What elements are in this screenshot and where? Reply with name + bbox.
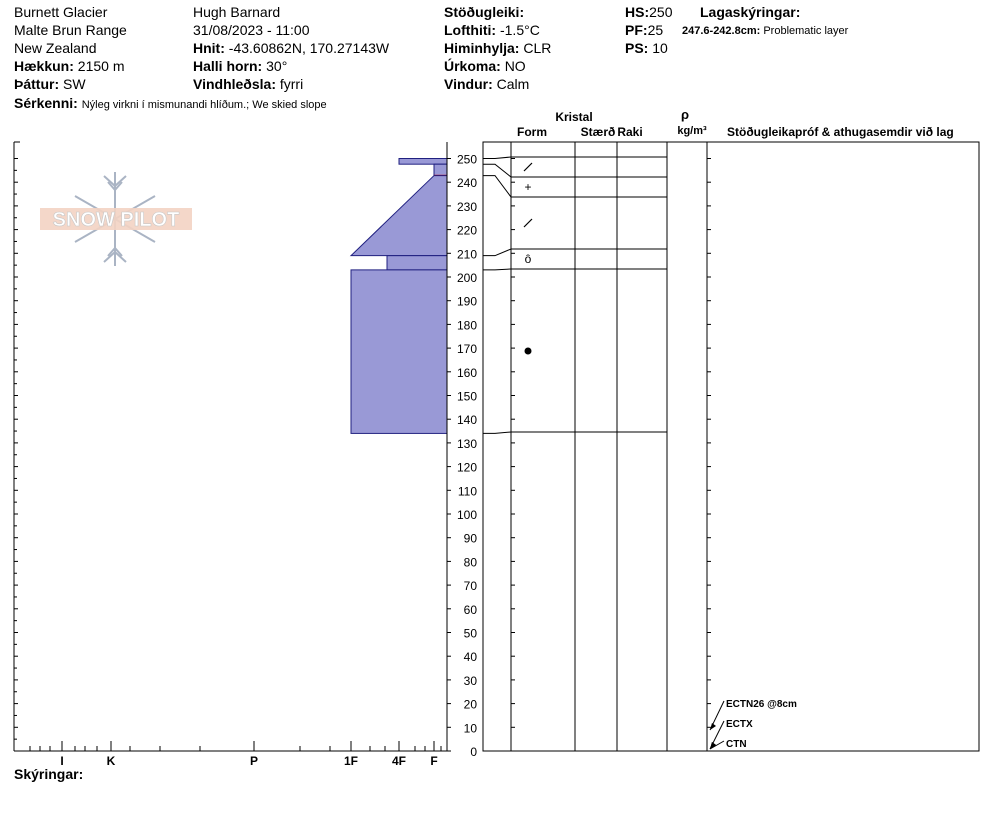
hs-value: 250 <box>649 4 673 20</box>
wind-label: Vindur: <box>444 76 493 92</box>
stability-label: Stöðugleiki: <box>444 4 525 20</box>
country-name: New Zealand <box>14 40 97 56</box>
slope-label: Halli horn: <box>193 58 263 74</box>
depth-axis <box>447 142 711 759</box>
depth-tick-label: 90 <box>463 531 477 546</box>
depth-tick-label: 80 <box>463 555 477 570</box>
grain-form-faceted <box>524 219 532 227</box>
form-header: Form <box>517 125 547 139</box>
depth-tick-label: 120 <box>456 460 477 475</box>
hardness-label-F: F <box>430 754 438 768</box>
hardness-label-I: I <box>60 754 64 768</box>
depth-tick-label: 110 <box>457 484 477 499</box>
profile-layer-0 <box>399 159 447 165</box>
depth-tick-label: 200 <box>456 271 477 285</box>
ps-value: 10 <box>652 40 668 56</box>
range-name: Malte Brun Range <box>14 22 127 38</box>
layer-note-depth: 247.6-242.8cm: <box>682 25 761 37</box>
features-label: Sérkenni: <box>14 95 78 111</box>
depth-tick-label: 40 <box>463 650 477 665</box>
wind-value: Calm <box>496 76 530 92</box>
depth-tick-label: 60 <box>463 602 477 617</box>
depth-tick-label: 150 <box>456 389 477 404</box>
wind-loading-label: Vindhleðsla: <box>193 76 276 92</box>
depth-tick-label: 230 <box>456 199 477 214</box>
slope-value: 30° <box>266 58 288 74</box>
tests-header: Stöðugleikapróf & athugasemdir við lag <box>727 125 954 139</box>
profile-layer-3 <box>387 256 447 270</box>
notes-label: Skýringar: <box>14 766 84 782</box>
depth-tick-label: 140 <box>456 413 477 428</box>
test-arrowhead <box>710 742 716 749</box>
air-temp-label: Lofthiti: <box>444 22 497 38</box>
ps-label: PS: <box>625 40 649 56</box>
logo-text: SNOW PILOT <box>52 209 180 231</box>
elevation-label: Hækkun: <box>14 58 74 74</box>
layer-table-frame <box>483 142 979 751</box>
coords-value: -43.60862N, 170.27143W <box>228 40 390 56</box>
size-header: Stærð <box>580 125 616 139</box>
crystal-header: Kristal <box>555 110 593 124</box>
depth-tick-label: 180 <box>456 318 477 333</box>
pf-label: PF: <box>625 22 648 38</box>
snowpilot-logo <box>40 172 192 266</box>
hardness-label-K: K <box>106 754 116 768</box>
hardness-label-4F: 4F <box>391 754 407 768</box>
location-name: Burnett Glacier <box>14 4 108 20</box>
aspect-value: SW <box>63 76 86 92</box>
test-arrowhead <box>710 723 716 730</box>
depth-tick-label: 210 <box>456 247 477 262</box>
layer-notes-title: Lagaskýringar: <box>700 4 801 20</box>
sky-label: Himinhylja: <box>444 40 520 56</box>
depth-tick-label: 130 <box>456 436 477 451</box>
depth-tick-label: 20 <box>463 697 477 712</box>
stability-test-label: CTN <box>726 739 747 750</box>
depth-tick-label: 170 <box>456 342 477 357</box>
layer-table-panel <box>483 107 979 751</box>
elevation-value: 2150 m <box>77 58 125 74</box>
grain-form-faceted <box>524 163 532 171</box>
density-header: kg/m³ <box>677 125 707 137</box>
grain-form-symbol: + <box>524 180 532 194</box>
precip-value: NO <box>504 58 526 74</box>
moisture-header: Raki <box>617 125 643 139</box>
hs-label: HS: <box>625 4 650 20</box>
grain-form-symbol: ȏ <box>524 252 532 266</box>
grain-form-melt <box>525 348 532 355</box>
sky-value: CLR <box>523 40 552 56</box>
depth-tick-label: 50 <box>463 626 477 641</box>
profile-layer-4 <box>351 270 447 434</box>
depth-tick-label: 30 <box>463 673 477 688</box>
depth-tick-label: 10 <box>463 721 477 736</box>
precip-label: Úrkoma: <box>444 58 501 74</box>
layer-note-text: Problematic layer <box>763 25 849 37</box>
profile-layer-2 <box>351 176 447 256</box>
observer-name: Hugh Barnard <box>193 4 281 20</box>
observation-datetime: 31/08/2023 - 11:00 <box>193 22 310 38</box>
features-value: Nýleg virkni í mismunandi hlíðum.; We skied slope <box>81 99 327 111</box>
hardness-profile-panel <box>14 142 447 768</box>
depth-tick-label: 100 <box>456 508 477 522</box>
depth-tick-label: 0 <box>470 745 477 759</box>
hardness-label-P: P <box>249 754 259 768</box>
stability-test-label: ECTX <box>726 719 753 730</box>
depth-tick-label: 220 <box>456 223 477 238</box>
wind-loading-value: fyrri <box>279 76 304 92</box>
coords-label: Hnit: <box>193 40 225 56</box>
depth-tick-label: 190 <box>456 294 477 309</box>
pf-value: 25 <box>647 22 664 38</box>
depth-tick-label: 240 <box>456 176 477 191</box>
depth-tick-label: 160 <box>456 365 477 380</box>
depth-tick-label: 250 <box>456 152 477 167</box>
stability-test-label: ECTN26 @8cm <box>726 699 797 710</box>
air-temp-value: -1.5°C <box>499 22 540 38</box>
depth-tick-label: 70 <box>463 579 477 594</box>
rho-header: ρ <box>680 107 690 122</box>
hardness-label-1F: 1F <box>343 754 359 768</box>
profile-layer-1 <box>434 164 447 175</box>
aspect-label: Þáttur: <box>14 76 60 92</box>
